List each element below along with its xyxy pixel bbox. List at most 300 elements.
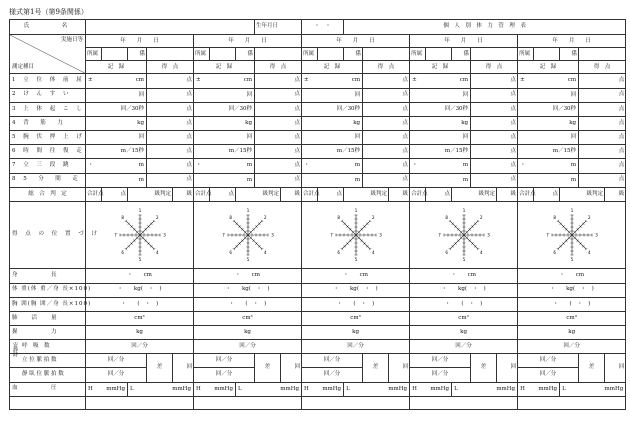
- blank-label: [10, 396, 86, 409]
- test-record-cell[interactable]: [410, 131, 471, 145]
- bp-low-label: L: [346, 385, 350, 392]
- record-prefix: ±: [304, 77, 309, 84]
- test-score-cell[interactable]: 点: [147, 102, 194, 116]
- test-score-cell[interactable]: 点: [579, 173, 626, 187]
- test-score-cell[interactable]: 点: [363, 102, 410, 116]
- test-score-cell[interactable]: 点: [471, 116, 518, 130]
- diff-value[interactable]: 回: [281, 354, 302, 382]
- name-field[interactable]: [86, 20, 255, 35]
- bp-high-label: H: [412, 385, 417, 392]
- test-score-cell[interactable]: 点: [363, 88, 410, 102]
- vital-value-cell[interactable]: 回／分: [518, 354, 579, 368]
- record-prefix: ・: [520, 162, 526, 169]
- person-field[interactable]: [471, 48, 518, 61]
- body-value-cell[interactable]: ・ kg( ・ ): [302, 283, 410, 297]
- record-unit: m／15秒: [120, 148, 144, 155]
- record-header: 記 録: [410, 61, 471, 74]
- test-score-cell[interactable]: 点: [471, 74, 518, 88]
- radar-axis-number: 4: [587, 249, 591, 255]
- test-score-cell[interactable]: 点: [147, 145, 194, 159]
- person-label: 係: [452, 48, 471, 61]
- test-label: 1 立 位 体 前 屈: [10, 74, 86, 88]
- test-record-cell[interactable]: [86, 173, 147, 187]
- test-record-cell[interactable]: [518, 102, 579, 116]
- test-score-cell[interactable]: 点: [579, 116, 626, 130]
- overall-label: 総 合 判 定: [10, 187, 86, 201]
- radar-axis-number: 5: [246, 257, 249, 263]
- test-record-cell[interactable]: [518, 88, 579, 102]
- body-label: 身 長: [10, 269, 86, 283]
- record-unit: m／15秒: [444, 148, 469, 155]
- score-header: 得 点: [579, 61, 626, 74]
- record-unit: m／15秒: [336, 148, 361, 155]
- test-record-cell[interactable]: [86, 116, 147, 130]
- radar-axis: [464, 235, 478, 249]
- radar-axis-number: 7: [221, 232, 225, 238]
- radar-axis-number: 4: [371, 249, 375, 255]
- radar-axis-number: 1: [138, 208, 141, 214]
- test-record-cell[interactable]: [86, 159, 147, 173]
- bp-high-label: H: [88, 385, 93, 392]
- score-header: 得 点: [255, 61, 302, 74]
- body-value-cell[interactable]: ・ cm: [410, 269, 518, 283]
- test-record-cell[interactable]: [410, 145, 471, 159]
- grade-label: 級判定: [560, 187, 605, 201]
- vital-group-label: 安静時: [12, 342, 18, 358]
- body-value-cell[interactable]: kg: [410, 326, 518, 340]
- vital-label: [10, 354, 86, 368]
- sheet-title: 個 人 別 体 力 管 理 表: [344, 20, 626, 35]
- body-value-cell[interactable]: cm³: [194, 311, 302, 325]
- grade-label: 級判定: [128, 187, 173, 201]
- radar-axis-number: 2: [587, 215, 591, 221]
- test-score-cell[interactable]: 点: [579, 88, 626, 102]
- test-score-cell[interactable]: 点: [363, 173, 410, 187]
- test-score-cell[interactable]: 点: [579, 131, 626, 145]
- test-record-cell[interactable]: [410, 159, 471, 173]
- record-unit: kg: [569, 119, 577, 126]
- body-value-cell[interactable]: ・ ( ・ ): [410, 297, 518, 311]
- bp-low-label: L: [562, 385, 566, 392]
- record-unit: m: [138, 176, 144, 183]
- bp-high-cell[interactable]: [194, 382, 236, 396]
- blank-cell[interactable]: [302, 396, 410, 409]
- bp-high-cell[interactable]: [302, 382, 344, 396]
- record-unit: 回／30秒: [336, 105, 361, 112]
- test-label: 2 け ん す い: [10, 88, 86, 102]
- radar-axis-number: 8: [228, 215, 232, 221]
- test-label: 7 立 三 段 跳: [10, 159, 86, 173]
- score-radar-chart: [326, 207, 386, 263]
- vital-label-text: 呼 吸 数: [22, 342, 50, 349]
- grade-cell[interactable]: 級: [389, 187, 410, 201]
- vital-value-cell[interactable]: 回／分: [410, 354, 471, 368]
- bp-low-unit: mmHg: [388, 385, 408, 392]
- total-points-cell[interactable]: 点: [534, 187, 560, 201]
- body-value-cell[interactable]: ・ kg( ・ ): [86, 283, 194, 297]
- test-score-cell[interactable]: 点: [471, 173, 518, 187]
- bp-low-cell[interactable]: [344, 382, 410, 396]
- total-points-cell[interactable]: 点: [102, 187, 128, 201]
- test-score-cell[interactable]: 点: [147, 131, 194, 145]
- test-score-cell[interactable]: 点: [579, 159, 626, 173]
- blank-cell[interactable]: [86, 396, 194, 409]
- dob-field[interactable]: ・ ・: [302, 20, 344, 35]
- affiliation-field[interactable]: [318, 48, 344, 61]
- radar-axis: [558, 235, 572, 249]
- body-value-cell[interactable]: cm³: [410, 311, 518, 325]
- blank-cell[interactable]: [194, 396, 302, 409]
- bp-high-unit: mmHg: [106, 385, 125, 392]
- vital-value-cell[interactable]: 回／分: [410, 340, 518, 354]
- radar-axis-number: 8: [444, 215, 448, 221]
- blank-cell[interactable]: [410, 396, 518, 409]
- test-label: 6 時 間 往 復 走: [10, 145, 86, 159]
- test-score-cell[interactable]: 点: [471, 159, 518, 173]
- record-unit: m: [354, 162, 361, 169]
- test-record-cell[interactable]: [194, 74, 255, 88]
- bp-low-unit: mmHg: [172, 385, 191, 392]
- record-header: 記 録: [518, 61, 579, 74]
- test-score-cell[interactable]: 点: [147, 173, 194, 187]
- test-score-cell[interactable]: 点: [363, 159, 410, 173]
- test-record-cell[interactable]: [194, 159, 255, 173]
- radar-axis-number: 1: [246, 208, 249, 214]
- body-value-cell[interactable]: ・ cm: [302, 269, 410, 283]
- body-value-cell[interactable]: ・ cm: [194, 269, 302, 283]
- score-radar-chart: [110, 207, 170, 263]
- affiliation-label: 所属: [194, 48, 210, 61]
- diff-label: 差: [147, 354, 173, 382]
- test-record-cell[interactable]: [194, 88, 255, 102]
- record-unit: cm: [243, 77, 253, 84]
- test-record-cell[interactable]: [302, 88, 363, 102]
- record-unit: 回: [354, 91, 361, 98]
- radar-axis: [449, 235, 463, 249]
- test-score-cell[interactable]: 点: [471, 88, 518, 102]
- record-unit: m: [246, 162, 253, 169]
- radar-axis-number: 1: [462, 208, 465, 214]
- test-score-cell[interactable]: 点: [363, 74, 410, 88]
- body-value-cell[interactable]: kg: [194, 326, 302, 340]
- body-value-cell[interactable]: ・ ( ・ ): [302, 297, 410, 311]
- body-value-cell[interactable]: ・ ( ・ ): [86, 297, 194, 311]
- bp-high-cell[interactable]: [518, 382, 560, 396]
- vital-value-cell[interactable]: 回／分: [194, 354, 255, 368]
- vital-value-cell[interactable]: 回／分: [302, 368, 363, 382]
- test-score-cell[interactable]: 点: [255, 173, 302, 187]
- diff-value[interactable]: 回: [389, 354, 410, 382]
- corner-top-label: 実施日等: [60, 37, 83, 44]
- radar-axis-number: 4: [155, 249, 159, 255]
- record-header: 記 録: [194, 61, 255, 74]
- test-score-cell[interactable]: 点: [363, 116, 410, 130]
- test-score-cell[interactable]: 点: [147, 74, 194, 88]
- test-record-cell[interactable]: [194, 116, 255, 130]
- record-prefix: ±: [88, 77, 93, 84]
- corner-cell: [10, 35, 86, 74]
- vital-value-cell[interactable]: 回／分: [194, 368, 255, 382]
- record-unit: 回: [462, 134, 469, 141]
- radar-axis: [233, 221, 247, 235]
- test-record-cell[interactable]: [86, 131, 147, 145]
- radar-axis-number: 2: [263, 215, 267, 221]
- test-score-cell[interactable]: 点: [255, 102, 302, 116]
- vital-label: [10, 368, 86, 382]
- score-radar-chart: [218, 207, 278, 263]
- record-unit: cm: [567, 77, 577, 84]
- bp-high-cell[interactable]: [410, 382, 452, 396]
- record-unit: m／15秒: [228, 148, 253, 155]
- affiliation-label: 所属: [518, 48, 534, 61]
- record-unit: m: [354, 176, 361, 183]
- bp-high-label: H: [520, 385, 525, 392]
- radar-axis-number: 5: [138, 257, 141, 263]
- radar-axis-number: 5: [462, 257, 465, 263]
- total-label: 合計点: [302, 187, 318, 201]
- affiliation-field[interactable]: [426, 48, 452, 61]
- body-value-cell[interactable]: kg: [302, 326, 410, 340]
- radar-axis-number: 3: [594, 232, 598, 238]
- test-score-cell[interactable]: 点: [255, 116, 302, 130]
- vital-value-cell[interactable]: 回／分: [86, 368, 147, 382]
- radar-axis-number: 5: [570, 257, 573, 263]
- record-prefix: ・: [412, 162, 418, 169]
- vital-value-cell[interactable]: 回／分: [302, 354, 363, 368]
- test-record-cell[interactable]: [86, 74, 147, 88]
- test-score-cell[interactable]: 点: [471, 102, 518, 116]
- record-unit: m／15秒: [552, 148, 577, 155]
- body-value-cell[interactable]: kg: [518, 326, 626, 340]
- test-record-cell[interactable]: [410, 102, 471, 116]
- test-score-cell[interactable]: 点: [147, 88, 194, 102]
- vital-value-cell[interactable]: 回／分: [518, 340, 626, 354]
- test-score-cell[interactable]: 点: [255, 131, 302, 145]
- bp-high-unit: mmHg: [214, 385, 233, 392]
- radar-axis-number: 5: [354, 257, 357, 263]
- radar-axis-number: 7: [437, 232, 441, 238]
- body-value-cell[interactable]: ・ ( ・ ): [194, 297, 302, 311]
- bp-high-unit: mmHg: [430, 385, 450, 392]
- blank-cell[interactable]: [518, 396, 626, 409]
- bp-high-label: H: [304, 385, 309, 392]
- test-record-cell[interactable]: [302, 74, 363, 88]
- body-value-cell[interactable]: cm³: [518, 311, 626, 325]
- test-record-cell[interactable]: [410, 173, 471, 187]
- vital-value-cell[interactable]: 回／分: [86, 354, 147, 368]
- body-value-cell[interactable]: ・ cm: [86, 269, 194, 283]
- radar-cell: [410, 201, 518, 269]
- affiliation-field[interactable]: [210, 48, 236, 61]
- test-record-cell[interactable]: [194, 145, 255, 159]
- test-label: 4 背 筋 力: [10, 116, 86, 130]
- test-score-cell[interactable]: 点: [471, 131, 518, 145]
- record-prefix: ±: [412, 77, 417, 84]
- test-record-cell[interactable]: [302, 145, 363, 159]
- test-record-cell[interactable]: [302, 116, 363, 130]
- diff-value[interactable]: 回: [497, 354, 518, 382]
- test-score-cell[interactable]: 点: [147, 159, 194, 173]
- bp-low-cell[interactable]: [560, 382, 626, 396]
- body-label: 体 重(体 重／身 長×100): [10, 283, 86, 297]
- bp-high-cell[interactable]: [86, 382, 128, 396]
- record-prefix: ・: [304, 162, 310, 169]
- record-header: 記 録: [86, 61, 147, 74]
- date-header[interactable]: 年 月 日: [518, 35, 626, 48]
- record-unit: 回: [246, 91, 253, 98]
- grade-cell[interactable]: 級: [173, 187, 194, 201]
- bp-low-cell[interactable]: [236, 382, 302, 396]
- radar-axis-number: 8: [553, 215, 556, 221]
- vital-value-cell[interactable]: 回／分: [302, 340, 410, 354]
- total-points-cell[interactable]: 点: [318, 187, 344, 201]
- bp-low-cell[interactable]: [452, 382, 518, 396]
- test-record-cell[interactable]: [86, 145, 147, 159]
- body-value-cell[interactable]: ・ cm: [518, 269, 626, 283]
- test-record-cell[interactable]: [518, 145, 579, 159]
- radar-axis: [140, 235, 154, 249]
- test-score-cell[interactable]: 点: [579, 74, 626, 88]
- test-record-cell[interactable]: [302, 102, 363, 116]
- vital-value-cell[interactable]: 回／分: [410, 368, 471, 382]
- record-unit: m: [246, 176, 253, 183]
- test-label: 3 上 体 起 こ し: [10, 102, 86, 116]
- total-points-cell[interactable]: 点: [210, 187, 236, 201]
- person-label: 係: [560, 48, 579, 61]
- affiliation-field[interactable]: [534, 48, 560, 61]
- dob-label: 生年月日: [255, 20, 302, 35]
- test-record-cell[interactable]: [518, 159, 579, 173]
- body-value-cell[interactable]: cm³: [302, 311, 410, 325]
- test-score-cell[interactable]: 点: [255, 88, 302, 102]
- vital-value-cell[interactable]: 回／分: [86, 340, 194, 354]
- body-value-cell[interactable]: ・ kg( ・ ): [194, 283, 302, 297]
- test-score-cell[interactable]: 点: [255, 159, 302, 173]
- bp-low-cell[interactable]: [128, 382, 194, 396]
- test-record-cell[interactable]: [518, 173, 579, 187]
- test-record-cell[interactable]: [410, 74, 471, 88]
- test-record-cell[interactable]: [518, 131, 579, 145]
- vital-label-text: 立 位 脈 拍 数: [22, 357, 57, 364]
- body-value-cell[interactable]: kg: [86, 326, 194, 340]
- body-value-cell[interactable]: ・ kg( ・ ): [518, 283, 626, 297]
- person-field[interactable]: [147, 48, 194, 61]
- date-header[interactable]: 年 月 日: [194, 35, 302, 48]
- record-unit: m: [570, 162, 577, 169]
- date-header[interactable]: 年 月 日: [86, 35, 194, 48]
- test-score-cell[interactable]: 点: [579, 102, 626, 116]
- test-score-cell[interactable]: 点: [363, 145, 410, 159]
- test-record-cell[interactable]: [518, 74, 579, 88]
- test-score-cell[interactable]: 点: [147, 116, 194, 130]
- total-points-cell[interactable]: 点: [426, 187, 452, 201]
- test-record-cell[interactable]: [518, 116, 579, 130]
- test-record-cell[interactable]: [302, 173, 363, 187]
- vital-value-cell[interactable]: 回／分: [194, 340, 302, 354]
- test-record-cell[interactable]: [410, 88, 471, 102]
- score-header: 得 点: [471, 61, 518, 74]
- radar-axis-number: 3: [162, 232, 166, 238]
- person-label: 係: [344, 48, 363, 61]
- test-record-cell[interactable]: [302, 131, 363, 145]
- radar-axis: [464, 221, 478, 235]
- grade-label: 級判定: [344, 187, 389, 201]
- grade-cell[interactable]: 級: [281, 187, 302, 201]
- diff-label: 差: [255, 354, 281, 382]
- affiliation-field[interactable]: [102, 48, 128, 61]
- record-unit: m: [462, 162, 469, 169]
- test-score-cell[interactable]: 点: [363, 131, 410, 145]
- radar-axis-number: 3: [486, 232, 490, 238]
- person-field[interactable]: [579, 48, 626, 61]
- radar-label: 得 点 の 位 置 づ け: [10, 201, 86, 269]
- bp-low-unit: mmHg: [496, 385, 516, 392]
- body-value-cell[interactable]: cm³: [86, 311, 194, 325]
- bp-label: 血 圧: [10, 382, 86, 396]
- person-label: 係: [236, 48, 255, 61]
- body-value-cell[interactable]: ・ ( ・ ): [518, 297, 626, 311]
- bp-high-unit: mmHg: [538, 385, 558, 392]
- grade-label: 級判定: [236, 187, 281, 201]
- test-score-cell[interactable]: 点: [255, 145, 302, 159]
- grade-cell[interactable]: 級: [497, 187, 518, 201]
- vital-label-text: 静 臥 位 脈 拍 数: [22, 371, 64, 378]
- test-record-cell[interactable]: [194, 131, 255, 145]
- person-label: 係: [128, 48, 147, 61]
- vital-label: [10, 340, 86, 358]
- record-unit: m: [570, 176, 577, 183]
- radar-axis-number: 6: [120, 249, 124, 255]
- test-score-cell[interactable]: 点: [579, 145, 626, 159]
- test-record-cell[interactable]: [86, 88, 147, 102]
- test-record-cell[interactable]: [194, 173, 255, 187]
- record-unit: m: [462, 176, 469, 183]
- diff-value[interactable]: 回: [173, 354, 194, 382]
- body-value-cell[interactable]: ・ kg( ・ ): [410, 283, 518, 297]
- person-field[interactable]: [363, 48, 410, 61]
- record-unit: cm: [135, 77, 144, 84]
- radar-axis-number: 6: [553, 249, 556, 255]
- bp-low-unit: mmHg: [604, 385, 624, 392]
- date-header[interactable]: 年 月 日: [410, 35, 518, 48]
- record-prefix: ・: [88, 162, 94, 169]
- vital-value-cell[interactable]: 回／分: [518, 368, 579, 382]
- radar-axis-number: 2: [155, 215, 159, 221]
- test-record-cell[interactable]: [410, 116, 471, 130]
- grade-cell[interactable]: 級: [605, 187, 626, 201]
- test-record-cell[interactable]: [302, 159, 363, 173]
- radar-axis: [356, 221, 370, 235]
- diff-value[interactable]: 回: [605, 354, 626, 382]
- test-record-cell[interactable]: [86, 102, 147, 116]
- form-number: 様式第1号（第9条関係）: [9, 8, 88, 16]
- date-header[interactable]: 年 月 日: [302, 35, 410, 48]
- test-score-cell[interactable]: 点: [471, 145, 518, 159]
- record-unit: kg: [137, 119, 144, 126]
- test-record-cell[interactable]: [194, 102, 255, 116]
- record-unit: 回: [246, 134, 253, 141]
- radar-axis-number: 6: [228, 249, 232, 255]
- record-unit: 回／30秒: [228, 105, 253, 112]
- affiliation-label: 所属: [302, 48, 318, 61]
- record-unit: 回: [354, 134, 361, 141]
- person-field[interactable]: [255, 48, 302, 61]
- radar-axis-number: 3: [378, 232, 382, 238]
- radar-axis-number: 2: [371, 215, 375, 221]
- test-score-cell[interactable]: 点: [255, 74, 302, 88]
- radar-axis-number: 6: [444, 249, 448, 255]
- radar-axis-number: 7: [545, 232, 549, 238]
